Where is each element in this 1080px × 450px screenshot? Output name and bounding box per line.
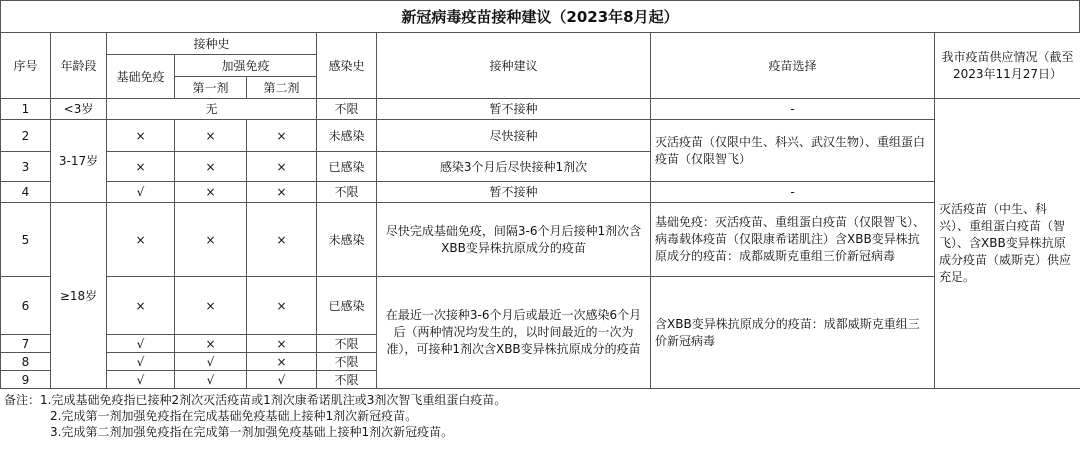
vacc-none-cell: 无 [107,99,317,120]
header-supply: 我市疫苗供应情况（截至2023年11月27日） [935,33,1080,99]
dose2-cell: × [247,152,317,182]
basic-cell: × [107,277,175,335]
seq-cell: 1 [1,99,51,120]
choice-cell: - [651,99,935,120]
table-row [1,182,1080,203]
table-row [1,277,1080,335]
advice-cell: 感染3个月后尽快接种1剂次 [377,152,651,182]
dose1-cell: × [175,182,247,203]
dose2-cell: × [247,353,317,371]
table-row [1,203,1080,277]
dose1-cell: × [175,203,247,277]
seq-cell: 2 [1,120,51,152]
header-dose2: 第二剂 [247,77,317,99]
seq-cell: 3 [1,152,51,182]
table-title: 新冠病毒疫苗接种建议（2023年8月起） [0,0,1080,32]
infection-cell: 不限 [317,99,377,120]
dose1-cell: × [175,277,247,335]
age-cell: 3-17岁 [51,120,107,203]
header-age: 年龄段 [51,33,107,99]
seq-cell: 8 [1,353,51,371]
supply-cell: 灭活疫苗（中生、科兴）、重组蛋白疫苗（智飞）、含XBB变异株抗原成分疫苗（威斯克）供应充足。 [935,99,1080,389]
basic-cell: × [107,120,175,152]
advice-cell: 在最近一次接种3-6个月后或最近一次感染6个月后（两种情况均发生的，以时间最近的一次为准），可接种1剂次含XBB变异株抗原成分的疫苗 [377,277,651,389]
header-advice: 接种建议 [377,33,651,99]
header-choice: 疫苗选择 [651,33,935,99]
header-seq: 序号 [1,33,51,99]
dose1-cell: √ [175,353,247,371]
header-booster: 加强免疫 [175,55,317,77]
dose1-cell: × [175,335,247,353]
infection-cell: 不限 [317,182,377,203]
seq-cell: 5 [1,203,51,277]
basic-cell: √ [107,371,175,389]
infection-cell: 不限 [317,371,377,389]
header-basic: 基础免疫 [107,55,175,99]
infection-cell: 不限 [317,353,377,371]
dose2-cell: √ [247,371,317,389]
seq-cell: 4 [1,182,51,203]
dose1-cell: × [175,120,247,152]
advice-cell: 尽快接种 [377,120,651,152]
advice-cell: 尽快完成基础免疫，间隔3-6个月后接种1剂次含XBB变异株抗原成分的疫苗 [377,203,651,277]
dose2-cell: × [247,335,317,353]
basic-cell: √ [107,182,175,203]
age-cell: <3岁 [51,99,107,120]
seq-cell: 6 [1,277,51,335]
header-infection: 感染史 [317,33,377,99]
basic-cell: √ [107,353,175,371]
table-row [1,120,1080,152]
dose2-cell: × [247,182,317,203]
notes [0,389,1080,440]
note-2: 2.完成第一剂加强免疫指在完成基础免疫基础上接种1剂次新冠疫苗。 [50,409,418,423]
infection-cell: 不限 [317,335,377,353]
basic-cell: √ [107,335,175,353]
header-dose1: 第一剂 [175,77,247,99]
vaccine-table [0,32,1080,389]
table-row [1,99,1080,120]
note-3: 3.完成第二剂加强免疫指在完成第一剂加强免疫基础上接种1剂次新冠疫苗。 [50,425,454,439]
dose2-cell: × [247,277,317,335]
basic-cell: × [107,152,175,182]
infection-cell: 未感染 [317,203,377,277]
seq-cell: 7 [1,335,51,353]
choice-cell: 灭活疫苗（仅限中生、科兴、武汉生物）、重组蛋白疫苗（仅限智飞） [651,120,935,182]
header-row [1,33,1080,55]
dose2-cell: × [247,203,317,277]
age-cell: ≥18岁 [51,203,107,389]
infection-cell: 未感染 [317,120,377,152]
dose2-cell: × [247,120,317,152]
choice-cell: 含XBB变异株抗原成分的疫苗：成都威斯克重组三价新冠病毒 [651,277,935,389]
basic-cell: × [107,203,175,277]
choice-cell: - [651,182,935,203]
advice-cell: 暂不接种 [377,182,651,203]
header-vacc-history: 接种史 [107,33,317,55]
dose1-cell: × [175,152,247,182]
choice-cell: 基础免疫：灭活疫苗、重组蛋白疫苗（仅限智飞）、病毒载体疫苗（仅限康希诺肌注）含XBB变异株抗原成分的疫苗：成都威斯克重组三价新冠病毒 [651,203,935,277]
infection-cell: 已感染 [317,277,377,335]
seq-cell: 9 [1,371,51,389]
advice-cell: 暂不接种 [377,99,651,120]
infection-cell: 已感染 [317,152,377,182]
dose1-cell: √ [175,371,247,389]
note-1: 备注：1.完成基础免疫指已接种2剂次灭活疫苗或1剂次康希诺肌注或3剂次智飞重组蛋白疫苗。 [4,393,507,407]
